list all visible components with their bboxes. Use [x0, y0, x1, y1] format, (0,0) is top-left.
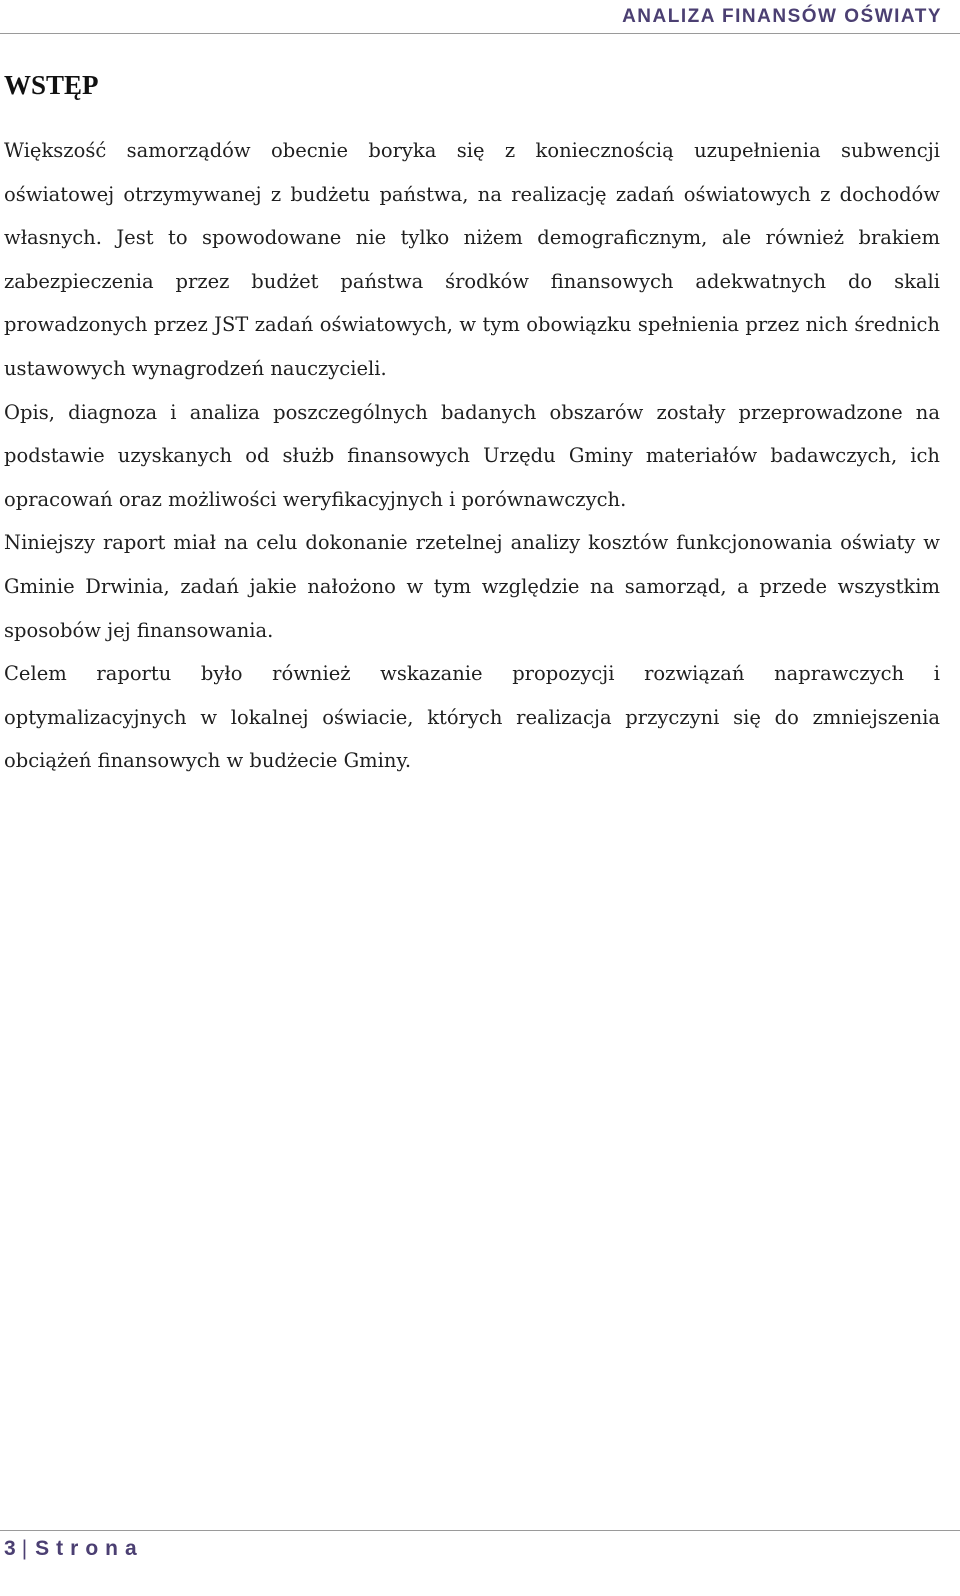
header-divider: [0, 33, 960, 34]
running-header-title: ANALIZA FINANSÓW OŚWIATY: [622, 6, 942, 27]
paragraph-2: Opis, diagnoza i analiza poszczególnych badanych obszarów zostały przeprowadzone na podstawie uzyskanych od służb finansowych Urzędu Gminy materiałów badawczych, ich opracowań oraz możliwości weryfikacyjnych i porównawczych.: [4, 400, 940, 511]
footer-separator: |: [21, 1537, 28, 1560]
paragraph-4: Celem raportu było również wskazanie propozycji rozwiązań naprawczych i optymalizacyjnych w lokalnej oświacie, których realizacja przyczyni się do zmniejszenia obciążeń finansowych w budżecie Gminy.: [4, 662, 940, 773]
footer-divider: [0, 1530, 960, 1531]
page-number: 3: [4, 1537, 16, 1560]
page-footer: [4, 1537, 144, 1561]
section-title: WSTĘP: [4, 70, 99, 100]
paragraph-1: Większość samorządów obecnie boryka się z koniecznością uzupełnienia subwencji oświatowej otrzymywanej z budżetu państwa, na realizację zadań oświatowych z dochodów własnych. Jest to spowodowane nie tylko niżem demograficznym, ale również brakiem zabezpieczenia przez budżet państwa środków finansowych adekwatnych do skali prowadzonych przez JST zadań oświatowych, w tym obowiązku spełnienia przez nich średnich ustawowych wynagrodzeń nauczycieli.: [4, 139, 940, 380]
paragraph-3: Niniejszy raport miał na celu dokonanie rzetelnej analizy kosztów funkcjonowania oświaty w Gminie Drwinia, zadań jakie nałożono w tym względzie na samorząd, a przede wszystkim sposobów jej finansowania.: [4, 531, 940, 642]
document-body: [4, 70, 940, 783]
page-label: Strona: [35, 1537, 144, 1560]
